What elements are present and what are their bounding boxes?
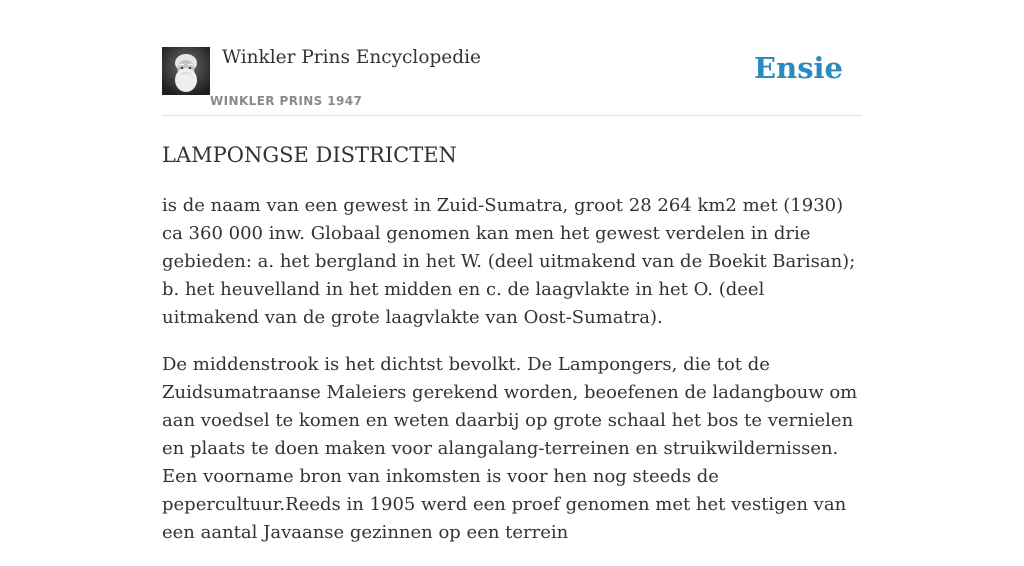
article-body bbox=[162, 192, 862, 566]
site-title-link[interactable]: Winkler Prins Encyclopedie bbox=[222, 47, 481, 68]
brand-logo[interactable]: Ensie bbox=[754, 51, 843, 85]
article-paragraph: De middenstrook is het dichtst bevolkt. De Lampongers, die tot de Zuidsumatraanse Maleiers gerekend worden, beoefenen de ladangbouw om aan voedsel te komen en weten daarbij op grote schaal het bos te vernielen en plaats te doen maken voor alangalang-terreinen en struikwildernissen. Een voorname bron van inkomsten is voor hen nog steeds de pepercultuur.Reeds in 1905 werd een proef genomen met het vestigen van een aantal Javaanse gezinnen op een terrein bbox=[162, 354, 858, 543]
article-paragraph: is de naam van een gewest in Zuid-Sumatra, groot 28 264 km2 met (1930) ca 360 000 inw. Globaal genomen kan men het gewest verdelen in drie gebieden: a. het bergland in het W. (deel uitmakend van de Boekit Barisan); b. het heuvelland in het midden en c. de laagvlakte in het O. (deel uitmakend van de grote laagvlakte van Oost-Sumatra). bbox=[162, 195, 856, 328]
site-header bbox=[162, 0, 862, 116]
source-label: WINKLER PRINS 1947 bbox=[210, 94, 363, 108]
bearded-man-portrait-icon bbox=[162, 47, 210, 95]
avatar[interactable] bbox=[162, 47, 210, 95]
page bbox=[162, 0, 862, 543]
article-title: LAMPONGSE DISTRICTEN bbox=[162, 143, 457, 167]
